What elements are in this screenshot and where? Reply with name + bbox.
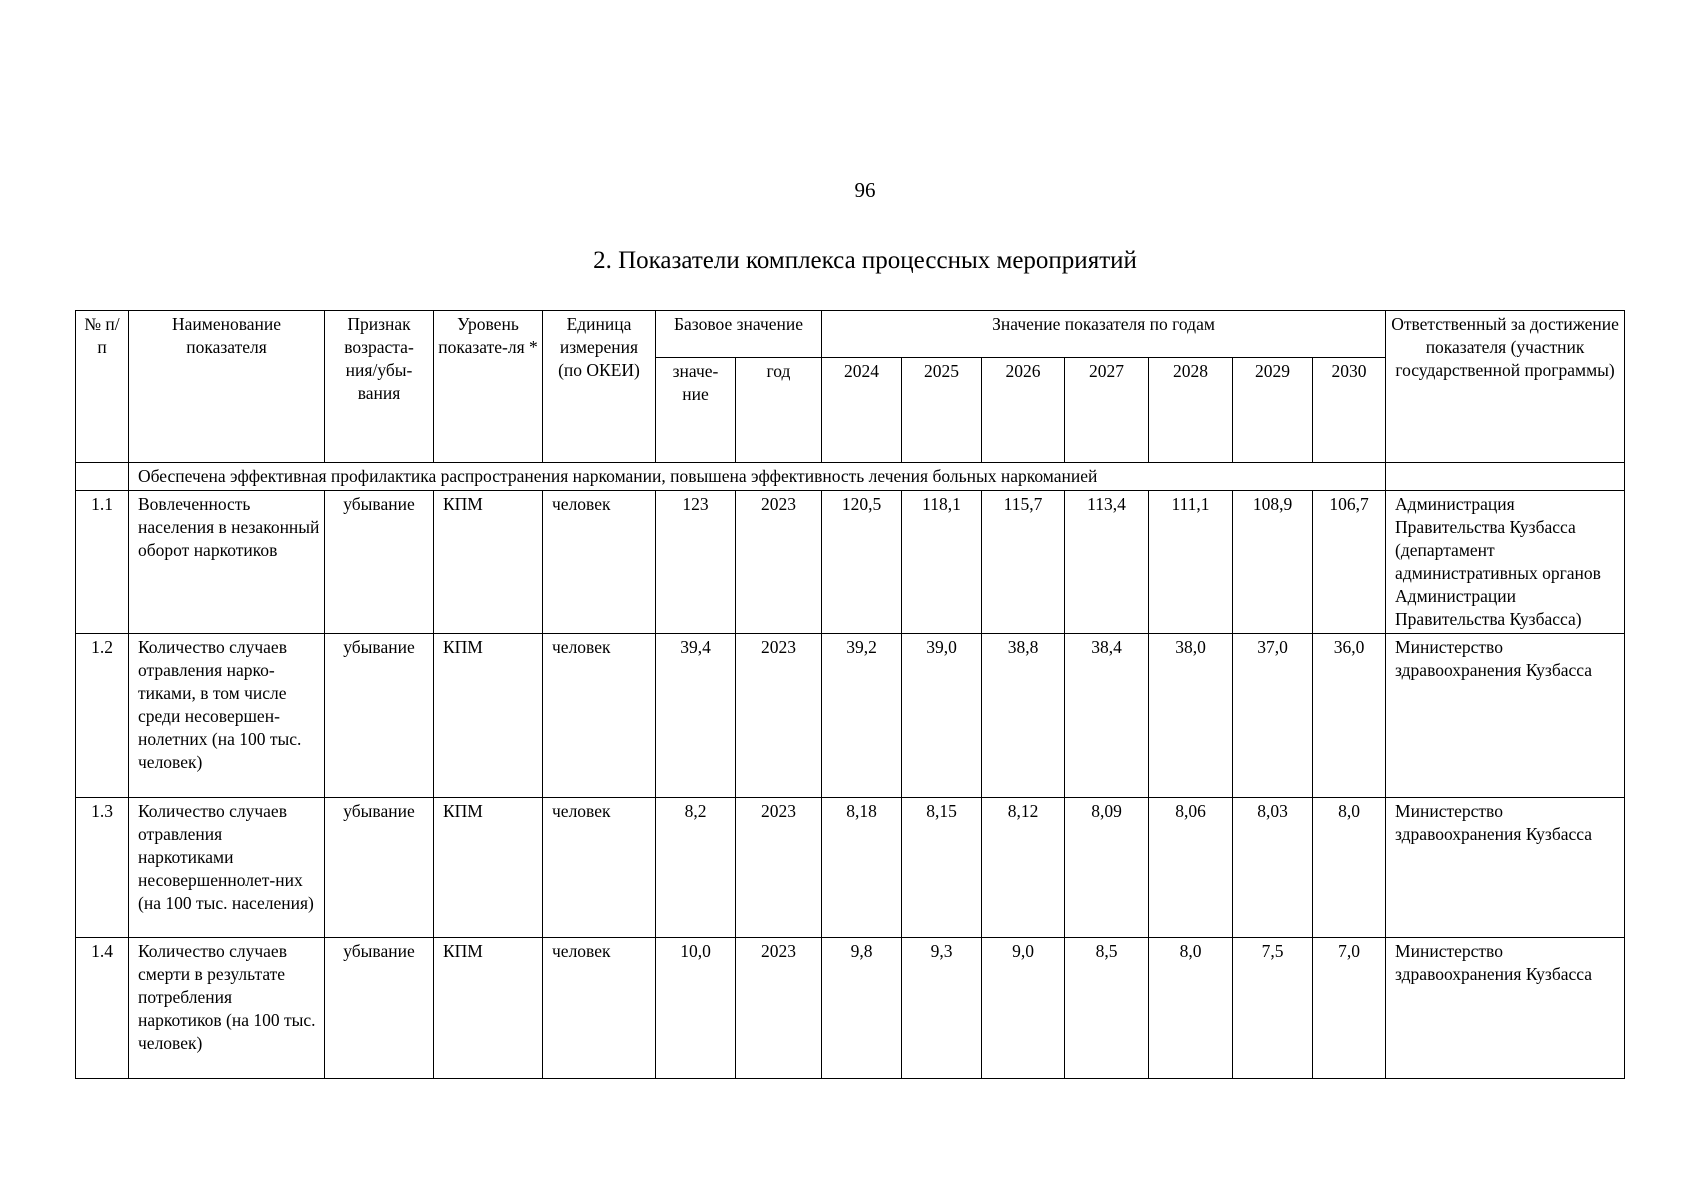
goal-row bbox=[76, 463, 1625, 491]
row-level: КПМ bbox=[434, 634, 543, 798]
row-value-2030: 7,0 bbox=[1313, 938, 1386, 1079]
row-value-2029: 7,5 bbox=[1233, 938, 1313, 1079]
header-year-2029: 2029 bbox=[1233, 358, 1313, 463]
row-value-2030: 106,7 bbox=[1313, 491, 1386, 634]
table-row bbox=[76, 491, 1625, 634]
row-value-2024: 120,5 bbox=[822, 491, 902, 634]
header-year-2025: 2025 bbox=[902, 358, 982, 463]
row-trend: убывание bbox=[325, 634, 434, 798]
row-base-year: 2023 bbox=[736, 798, 822, 938]
row-value-2030: 8,0 bbox=[1313, 798, 1386, 938]
table-row bbox=[76, 798, 1625, 938]
header-unit: Единица измерения (по ОКЕИ) bbox=[543, 311, 656, 463]
row-base-value: 123 bbox=[656, 491, 736, 634]
row-value-2025: 9,3 bbox=[902, 938, 982, 1079]
header-year-2024: 2024 bbox=[822, 358, 902, 463]
row-base-value: 39,4 bbox=[656, 634, 736, 798]
row-trend: убывание bbox=[325, 798, 434, 938]
row-value-2028: 8,0 bbox=[1149, 938, 1233, 1079]
row-unit: человек bbox=[543, 938, 656, 1079]
row-value-2027: 8,5 bbox=[1065, 938, 1149, 1079]
row-num: 1.4 bbox=[76, 938, 129, 1079]
row-unit: человек bbox=[543, 798, 656, 938]
section-title: 2. Показатели комплекса процессных мероприятий bbox=[593, 247, 1137, 274]
page-number: 96 bbox=[854, 178, 876, 202]
row-value-2026: 8,12 bbox=[982, 798, 1065, 938]
header-base: Базовое значение bbox=[656, 311, 822, 358]
row-name: Количество случаев отравления наркотиками несовершеннолет-них (на 100 тыс. населения) bbox=[129, 798, 325, 938]
header-responsible: Ответственный за достижение показателя (участник государственной программы) bbox=[1386, 311, 1625, 463]
row-value-2028: 38,0 bbox=[1149, 634, 1233, 798]
header-level: Уровень показате-ля * bbox=[434, 311, 543, 463]
row-value-2024: 39,2 bbox=[822, 634, 902, 798]
header-years-group: Значение показателя по годам bbox=[822, 311, 1386, 358]
row-value-2026: 115,7 bbox=[982, 491, 1065, 634]
row-value-2029: 37,0 bbox=[1233, 634, 1313, 798]
row-responsible: Министерство здравоохранения Кузбасса bbox=[1386, 938, 1625, 1079]
row-value-2030: 36,0 bbox=[1313, 634, 1386, 798]
row-num: 1.1 bbox=[76, 491, 129, 634]
row-base-year: 2023 bbox=[736, 938, 822, 1079]
header-num: № п/п bbox=[76, 311, 129, 463]
row-name: Количество случаев отравления нарко-тиками, в том числе среди несовершен-нолетних (на 100 тыс. человек) bbox=[129, 634, 325, 798]
row-value-2027: 8,09 bbox=[1065, 798, 1149, 938]
row-name: Количество случаев смерти в результате потребления наркотиков (на 100 тыс. человек) bbox=[129, 938, 325, 1079]
row-value-2024: 8,18 bbox=[822, 798, 902, 938]
row-base-year: 2023 bbox=[736, 634, 822, 798]
row-level: КПМ bbox=[434, 491, 543, 634]
row-responsible: Администрация Правительства Кузбасса (департамент административных органов Администрации Правительства Кузбасса) bbox=[1386, 491, 1625, 634]
row-value-2025: 118,1 bbox=[902, 491, 982, 634]
row-base-year: 2023 bbox=[736, 491, 822, 634]
row-value-2025: 8,15 bbox=[902, 798, 982, 938]
row-value-2027: 38,4 bbox=[1065, 634, 1149, 798]
table-row bbox=[76, 634, 1625, 798]
row-num: 1.2 bbox=[76, 634, 129, 798]
row-trend: убывание bbox=[325, 938, 434, 1079]
row-value-2024: 9,8 bbox=[822, 938, 902, 1079]
header-year-2026: 2026 bbox=[982, 358, 1065, 463]
row-responsible: Министерство здравоохранения Кузбасса bbox=[1386, 634, 1625, 798]
row-num: 1.3 bbox=[76, 798, 129, 938]
goal-num-cell bbox=[76, 463, 129, 491]
row-unit: человек bbox=[543, 491, 656, 634]
row-value-2029: 108,9 bbox=[1233, 491, 1313, 634]
row-base-value: 8,2 bbox=[656, 798, 736, 938]
goal-text: Обеспечена эффективная профилактика распространения наркомании, повышена эффективность лечения больных наркоманией bbox=[129, 463, 1386, 491]
table-row bbox=[76, 938, 1625, 1079]
header-trend: Признак возраста-ния/убы-вания bbox=[325, 311, 434, 463]
row-value-2026: 9,0 bbox=[982, 938, 1065, 1079]
header-year-2027: 2027 bbox=[1065, 358, 1149, 463]
indicators-table bbox=[75, 310, 1625, 1079]
row-responsible: Министерство здравоохранения Кузбасса bbox=[1386, 798, 1625, 938]
header-year-2028: 2028 bbox=[1149, 358, 1233, 463]
row-value-2028: 8,06 bbox=[1149, 798, 1233, 938]
row-value-2029: 8,03 bbox=[1233, 798, 1313, 938]
goal-empty-cell bbox=[1386, 463, 1625, 491]
row-value-2027: 113,4 bbox=[1065, 491, 1149, 634]
row-value-2025: 39,0 bbox=[902, 634, 982, 798]
header-base-year: год bbox=[736, 358, 822, 463]
row-level: КПМ bbox=[434, 938, 543, 1079]
header-base-value: значе-ние bbox=[656, 358, 736, 463]
row-value-2028: 111,1 bbox=[1149, 491, 1233, 634]
row-trend: убывание bbox=[325, 491, 434, 634]
row-name: Вовлеченность населения в незаконный оборот наркотиков bbox=[129, 491, 325, 634]
header-name: Наименование показателя bbox=[129, 311, 325, 463]
row-unit: человек bbox=[543, 634, 656, 798]
row-level: КПМ bbox=[434, 798, 543, 938]
row-value-2026: 38,8 bbox=[982, 634, 1065, 798]
row-base-value: 10,0 bbox=[656, 938, 736, 1079]
header-year-2030: 2030 bbox=[1313, 358, 1386, 463]
